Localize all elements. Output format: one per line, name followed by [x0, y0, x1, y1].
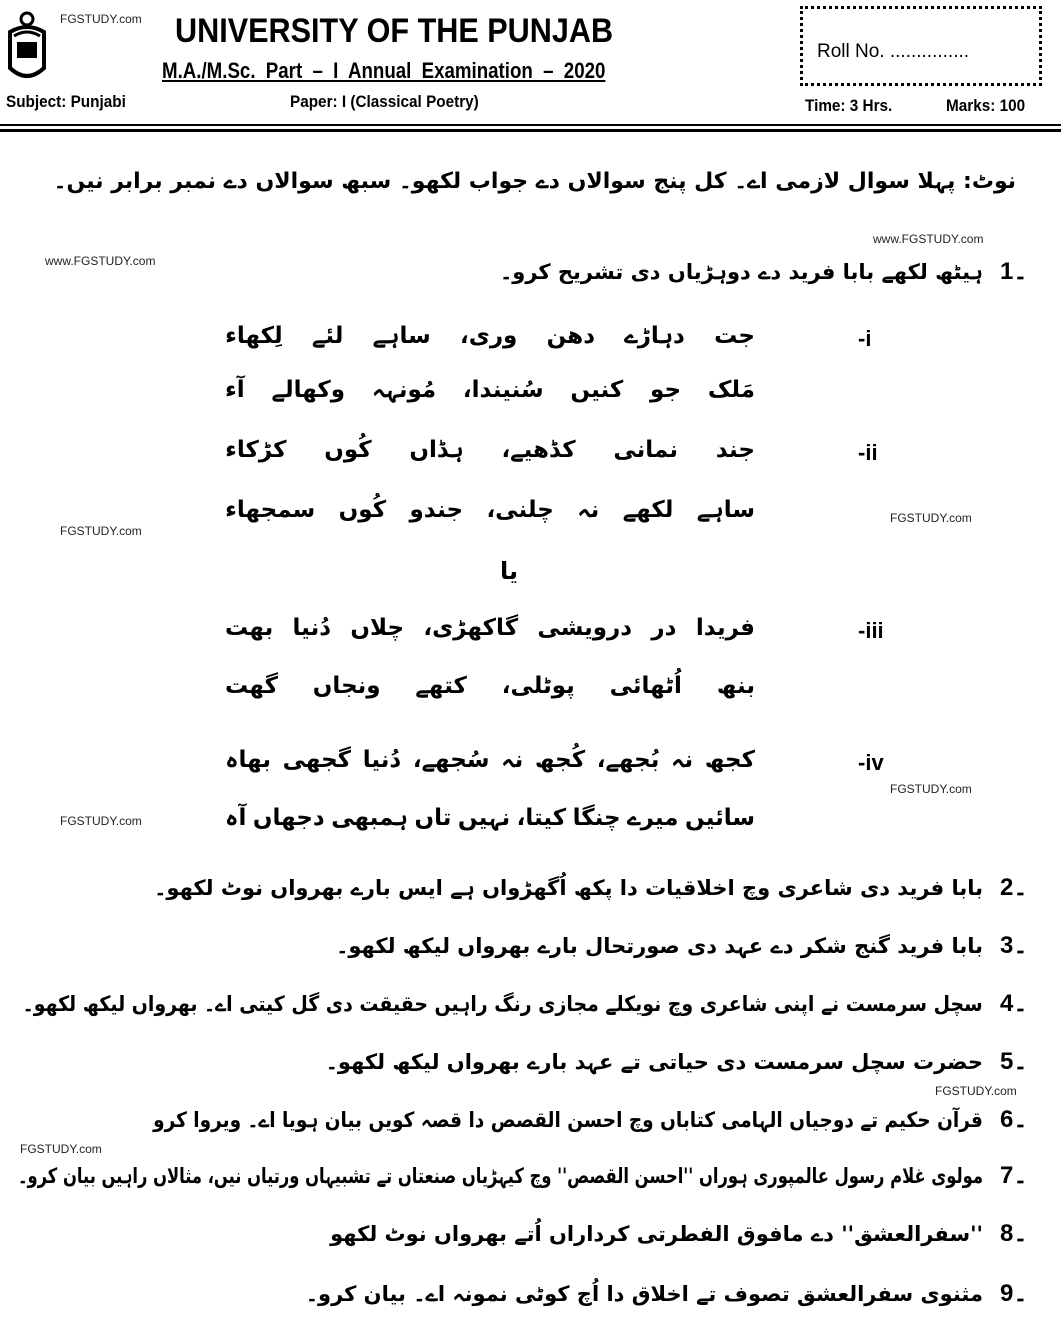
verse-word: چنگا — [572, 805, 621, 831]
verse-word: چلنی، — [486, 497, 554, 523]
question-text: مولوی غلام رسول عالمپوری ہوراں ''احسن القصص'' وچ کیہڑیاں صنعتاں تے تشبیہاں ورتیاں نیں، مثالاں راہیں بیان کرو۔ — [18, 1164, 983, 1188]
verse-word: دھن — [546, 323, 596, 349]
verse-line — [225, 668, 755, 704]
verse-word: آء — [225, 377, 245, 403]
verse-word: ساہے — [696, 497, 755, 523]
verse-word: ہمبھی — [331, 805, 408, 831]
verse-word: ونجاں — [312, 673, 381, 699]
verse-word: مُونہہ — [371, 377, 437, 403]
verse-label: -i — [858, 326, 872, 351]
watermark: FGSTUDY.com — [935, 1084, 1017, 1098]
exam-title: M.A./M.Sc. Part – I Annual Examination – 2020 — [162, 58, 606, 83]
verse-word: کُجھ — [534, 747, 586, 773]
question-number: 4۔ — [1000, 990, 1028, 1017]
verse-word: دجھاں — [252, 805, 325, 831]
verse-line — [225, 432, 755, 468]
question-text: قرآن حکیم تے دوجیاں الہامی کتاباں وچ احسن القصص دا قصہ کویں بیان ہویا اے۔ ویروا کرو — [153, 1108, 983, 1132]
divider — [0, 124, 1061, 126]
verse-word: جندو — [409, 497, 464, 523]
verse-word: پوٹلی، — [501, 673, 575, 699]
verse-word: گجھی — [282, 747, 352, 773]
question-number: 6۔ — [1000, 1106, 1028, 1133]
watermark: FGSTUDY.com — [890, 511, 972, 525]
verse-word: بھت — [225, 615, 274, 641]
verse-line — [225, 372, 755, 408]
verse-word: لکھے — [622, 497, 674, 523]
watermark: FGSTUDY.com — [20, 1142, 102, 1156]
verse-word: کڑکاء — [225, 437, 287, 463]
watermark: www.FGSTUDY.com — [45, 254, 156, 268]
question-text: بابا فرید گنج شکر دے عہد دی صورتحال بارے بھرواں لیکھ لکھو۔ — [336, 934, 983, 958]
verse-word: اُٹھائی — [609, 673, 682, 699]
question-text: ''سفرالعشق'' دے مافوق الفطرتی کرداراں اُتے بھرواں نوٹ لکھو — [330, 1222, 983, 1246]
question-text: سچل سرمست نے اپنی شاعری وچ نویکلے مجازی رنگ راہیں حقیقت دی گل کیتی اے۔ بھرواں لیکھ لکھو۔ — [23, 992, 983, 1016]
verse-label: -iii — [858, 618, 884, 643]
verse-word: بنھ — [716, 673, 755, 699]
verse-word: جند — [715, 437, 755, 463]
verse-word: تاں — [414, 805, 452, 831]
verse-word: کیتا، — [516, 805, 567, 831]
question-number: 9۔ — [1000, 1280, 1028, 1307]
verse-word: آہ — [225, 805, 247, 831]
verse-word: وری، — [460, 323, 518, 349]
question-text: مثنوی سفرالعشق تصوف تے اخلاق دا اُچ کوٹی نمونہ اے۔ بیان کرو۔ — [305, 1282, 983, 1306]
watermark: FGSTUDY.com — [60, 12, 142, 26]
question-number: 7۔ — [1000, 1162, 1028, 1189]
question-text: بابا فرید دی شاعری وچ اخلاقیات دا پکھ اُگھڑواں ہے ایس بارے بھرواں نوٹ لکھو۔ — [154, 876, 983, 900]
verse-word: ہڈاں — [409, 437, 464, 463]
watermark: FGSTUDY.com — [60, 814, 142, 828]
verse-word: فریدا — [695, 615, 755, 641]
verse-word: سمجھاء — [225, 497, 316, 523]
roll-number-box — [800, 6, 1042, 86]
watermark: www.FGSTUDY.com — [873, 232, 984, 246]
verse-label: -ii — [858, 440, 878, 465]
verse-word: کُوں — [338, 497, 387, 523]
roll-number: Roll No. ............... — [817, 41, 970, 62]
watermark: FGSTUDY.com — [890, 782, 972, 796]
question-number: 5۔ — [1000, 1048, 1028, 1075]
verse-word: نمانی — [613, 437, 678, 463]
or-separator: یا — [500, 557, 519, 585]
question-text: ہیٹھ لکھے بابا فرید دے دوہڑیاں دی تشریح کرو۔ — [499, 260, 983, 284]
verse-line — [225, 492, 755, 528]
verse-word: لئے — [311, 323, 344, 349]
verse-word: در — [651, 615, 677, 641]
instructions-note: نوٹ: پہلا سوال لازمی اے۔ کل پنج سوالاں دے جواب لکھو۔ سبھ سوالاں دے نمبر برابر نیں۔ — [53, 169, 1016, 194]
university-title: UNIVERSITY OF THE PUNJAB — [175, 12, 614, 50]
verse-word: نہ — [671, 747, 694, 773]
verse-word: کجھ — [704, 747, 755, 773]
verse-word: سُجھے، — [412, 747, 490, 773]
verse-word: کڈھیے، — [501, 437, 576, 463]
verse-line — [225, 318, 755, 354]
verse-word: کتھے — [415, 673, 467, 699]
verse-word: جو — [650, 377, 682, 403]
verse-word: لِکھاء — [225, 323, 283, 349]
verse-word: سائیں — [685, 805, 755, 831]
question-number: 1۔ — [1000, 258, 1028, 285]
verse-word: چلاں — [350, 615, 405, 641]
verse-word: نہ — [577, 497, 600, 523]
question-number: 3۔ — [1000, 932, 1028, 959]
verse-word: درویشی — [537, 615, 633, 641]
verse-word: جت — [714, 323, 755, 349]
verse-word: دُنیا — [292, 615, 332, 641]
verse-word: کُوں — [324, 437, 372, 463]
verse-word: بھاہ — [225, 747, 271, 773]
verse-word: وکھالے — [271, 377, 346, 403]
question-number: 8۔ — [1000, 1220, 1028, 1247]
verse-label: -iv — [858, 750, 884, 775]
verse-line — [225, 742, 755, 778]
verse-word: دہاڑے — [624, 323, 685, 349]
verse-line — [225, 800, 755, 836]
verse-word: گھت — [225, 673, 278, 699]
verse-word: ساہے — [372, 323, 431, 349]
marks: Marks: 100 — [946, 96, 1026, 115]
subject: Subject: Punjabi — [6, 92, 126, 111]
question-text: حضرت سچل سرمست دی حیاتی تے عہد بارے بھرواں لیکھ لکھو۔ — [325, 1050, 983, 1074]
question-number: 2۔ — [1000, 874, 1028, 901]
verse-word: سُنیندا، — [462, 377, 544, 403]
verse-word: نہ — [501, 747, 524, 773]
university-logo — [6, 10, 48, 82]
verse-word: دُنیا — [362, 747, 402, 773]
verse-line — [225, 610, 755, 646]
verse-word: گاکھڑی، — [423, 615, 519, 641]
verse-word: مَلک — [707, 377, 755, 403]
watermark: FGSTUDY.com — [60, 524, 142, 538]
time: Time: 3 Hrs. — [805, 96, 893, 115]
divider — [0, 129, 1061, 132]
verse-word: نہیں — [457, 805, 511, 831]
verse-word: بُجھے، — [596, 747, 660, 773]
paper: Paper: I (Classical Poetry) — [290, 92, 479, 111]
verse-word: میرے — [627, 805, 679, 831]
verse-word: کنیں — [570, 377, 624, 403]
